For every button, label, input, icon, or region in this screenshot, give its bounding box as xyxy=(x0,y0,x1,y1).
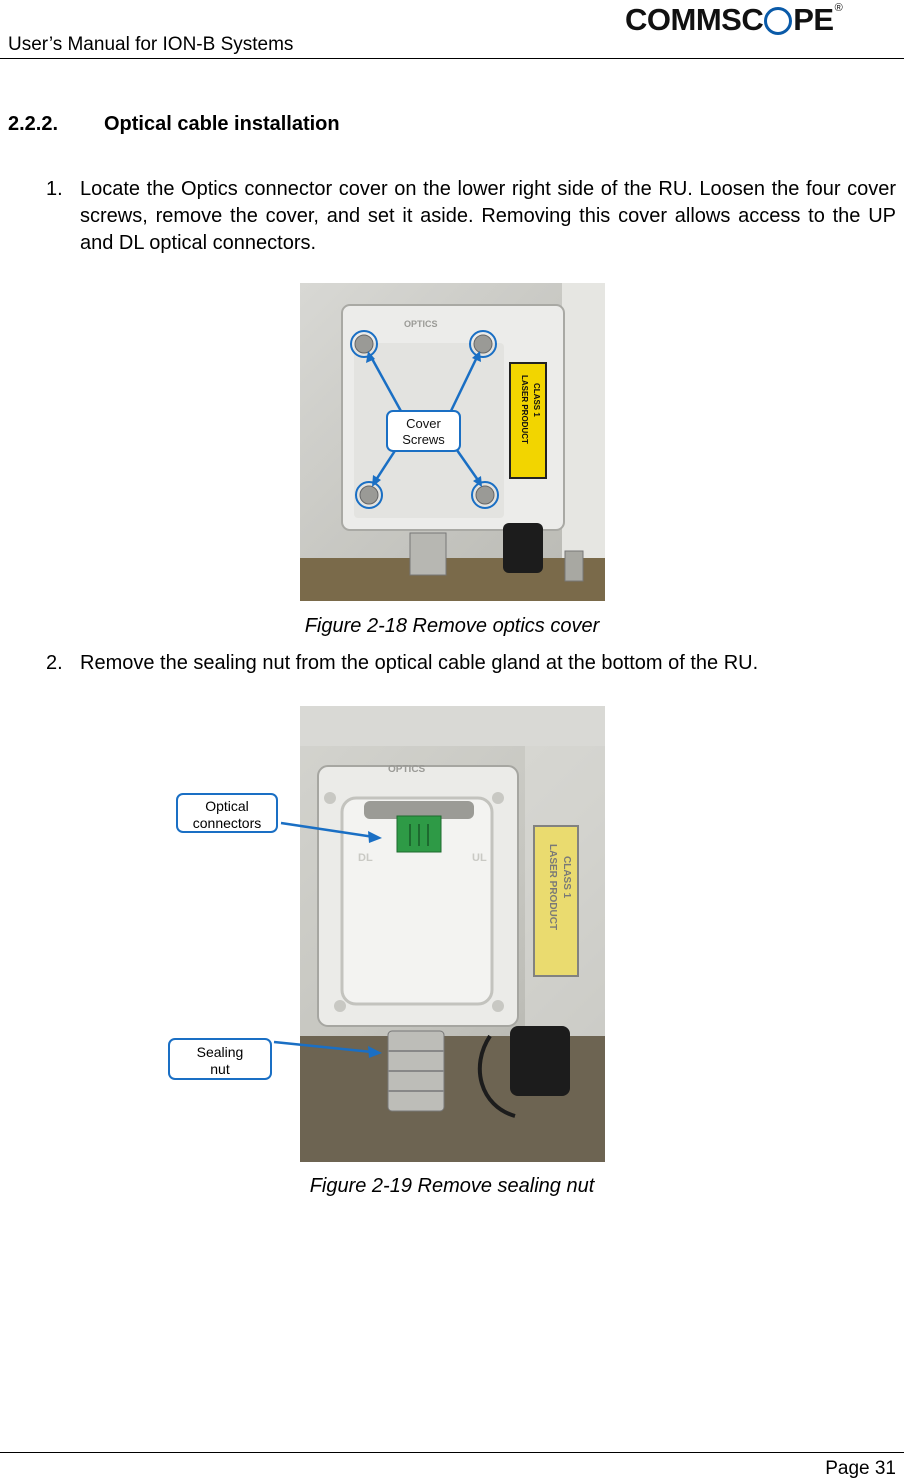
section-title: Optical cable installation xyxy=(104,113,340,135)
section-number: 2.2.2. xyxy=(8,113,59,135)
sealing-nut-callout xyxy=(168,1038,272,1080)
optics-label: OPTICS xyxy=(404,319,438,329)
optical-arrowhead xyxy=(368,831,382,843)
callout-optical-text: Optical xyxy=(205,798,249,814)
callout-connectors-text: connectors xyxy=(192,815,262,831)
logo-registered-mark: ® xyxy=(834,2,843,14)
ru-side-wall xyxy=(562,283,605,563)
page-number: Page 31 xyxy=(825,1458,896,1479)
cable-gland xyxy=(410,533,446,575)
callout-screws-text: Screws xyxy=(402,432,445,447)
callout-cover-text: Cover xyxy=(406,416,441,431)
ul-port-label: UL xyxy=(472,852,487,864)
step-2-text: Remove the sealing nut from the optical cable gland at the bottom of the RU. xyxy=(80,652,759,674)
laser-label-line-2: LASER PRODUCT xyxy=(520,375,529,444)
commscope-logo xyxy=(625,2,842,38)
step-1-number: 1. xyxy=(46,178,63,200)
screw-bottom-left xyxy=(360,486,378,504)
sealing-arrowhead xyxy=(368,1046,382,1058)
callout-nut-text: nut xyxy=(210,1061,230,1077)
screw-top-left xyxy=(355,335,373,353)
side-screw xyxy=(565,551,583,581)
connector-cap xyxy=(503,523,543,573)
connector-cap xyxy=(510,1026,570,1096)
header-rule xyxy=(0,58,904,59)
background-floor xyxy=(300,558,605,601)
step-2-number: 2. xyxy=(46,652,63,674)
figure-2-18-caption: Figure 2-18 Remove optics cover xyxy=(304,615,600,637)
screw-hole xyxy=(492,1000,504,1012)
figure-2-18-photo xyxy=(300,283,605,601)
header-title: User’s Manual for ION-B Systems xyxy=(8,34,294,55)
step-1-text: Locate the Optics connector cover on the lower right side of the RU. Loosen the four cover screws, remove the cover, and set it aside. Removing this cover allows access to the UP and DL optical connectors. xyxy=(80,178,896,254)
optical-connectors-callout xyxy=(176,793,278,833)
screw-bottom-right xyxy=(476,486,494,504)
screw-hole xyxy=(492,792,504,804)
logo-o-icon xyxy=(764,7,792,35)
logo-text-2: PE xyxy=(793,2,834,37)
ru-side-wall xyxy=(525,746,605,1036)
figure-2-19-caption: Figure 2-19 Remove sealing nut xyxy=(309,1175,595,1197)
screw-top-right xyxy=(474,335,492,353)
footer-rule xyxy=(0,1452,904,1453)
optics-label: OPTICS xyxy=(388,764,426,775)
callout-sealing-text: Sealing xyxy=(196,1044,244,1060)
optics-cover-illustration xyxy=(300,283,605,601)
dl-port-label: DL xyxy=(358,852,373,864)
logo-text-1: COMMSC xyxy=(625,2,764,37)
laser-label-line-1: CLASS 1 xyxy=(532,383,541,417)
background-top xyxy=(300,706,605,746)
